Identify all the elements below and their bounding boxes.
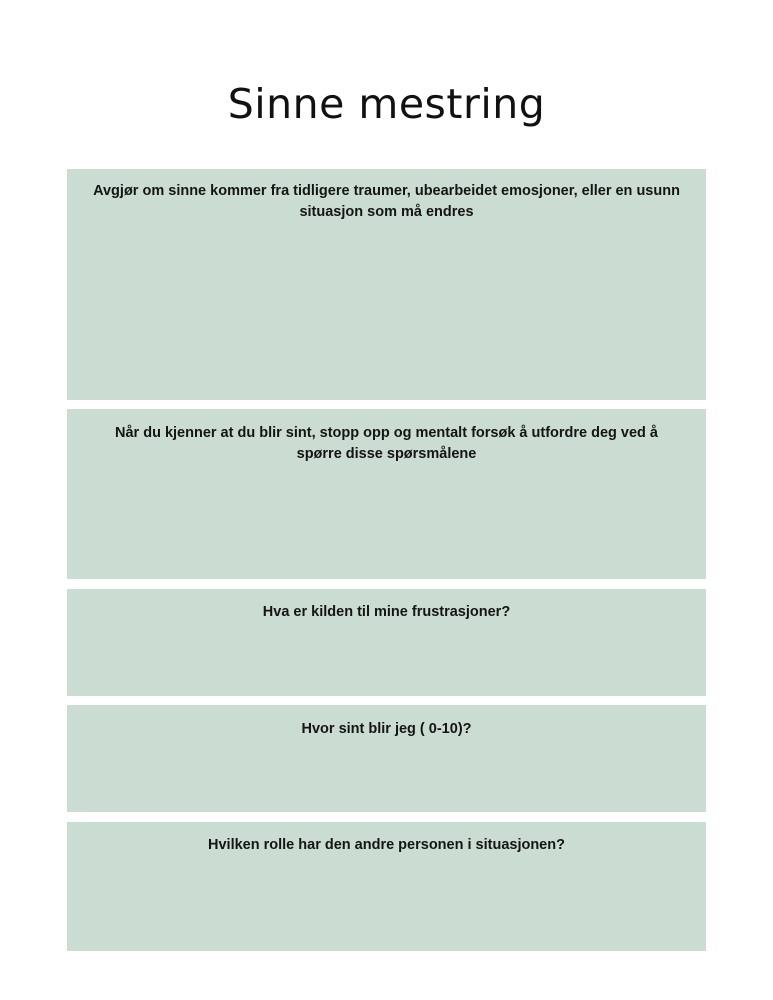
worksheet-prompt: Hva er kilden til mine frustrasjoner? [262,604,511,620]
worksheet-box-source-of-frustration[interactable] [67,589,706,696]
worksheet-box-other-person-role[interactable] [67,822,706,951]
worksheet-prompt: Avgjør om sinne kommer fra tidligere traumer, ubearbeidet emosjoner, eller en usunn situasjon som må endres [93,183,680,220]
worksheet-prompt: Når du kjenner at du blir sint, stopp opp og mentalt forsøk å utfordre deg ved å spørre disse spørsmålene [115,425,658,462]
worksheet-box-stop-and-challenge[interactable] [67,409,706,579]
worksheet-box-anger-scale[interactable] [67,705,706,812]
worksheet-prompt: Hvor sint blir jeg ( 0-10)? [301,721,472,737]
worksheet-prompt: Hvilken rolle har den andre personen i situasjonen? [208,837,565,853]
worksheet-box-trauma-origin[interactable] [67,169,706,400]
page-title: Sinne mestring [227,80,546,128]
